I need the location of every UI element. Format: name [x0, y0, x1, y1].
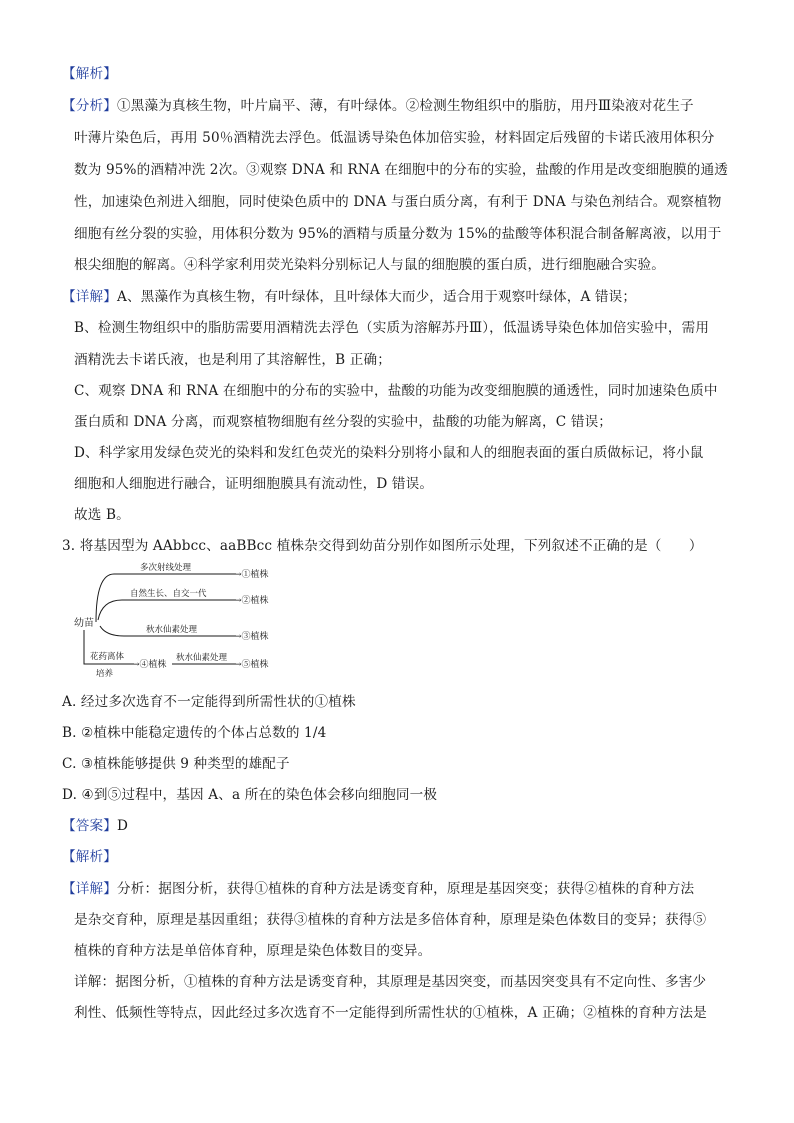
- fenxi-line-3: 数为 95%的酒精冲洗 2次。③观察 DNA 和 RNA 在细胞中的分布的实验，盐酸的作用是改变细胞膜的通透: [74, 162, 729, 178]
- answer-value: D: [116, 818, 129, 834]
- branch-4-mid: →④植株: [132, 660, 167, 670]
- branch-5-label: 秋水仙素处理: [176, 653, 228, 663]
- xiangjie-text: A、黑藻作为真核生物，有叶绿体，且叶绿体大而少，适合用于观察叶绿体，A 错误；: [116, 289, 637, 305]
- branch-4-label-bottom: 培养: [96, 669, 114, 679]
- branch-3-label: 秋水仙素处理: [146, 625, 198, 635]
- q3-detail-line-1: 详解：据图分析，①植株的育种方法是诱变育种，其原理是基因突变，而基因突变具有不定向性、多害少: [74, 974, 707, 990]
- xiangjie-line-2: B、检测生物组织中的脂肪需要用酒精洗去浮色（实质为溶解苏丹Ⅲ），低温诱导染色体加倍实验中，需用: [74, 320, 710, 336]
- fenxi-tag: 【分析】: [62, 98, 117, 114]
- xiangjie-line-7: 细胞和人细胞进行融合，证明细胞膜具有流动性，D 错误。: [74, 476, 434, 492]
- branch-2-label: 自然生长、自交一代: [130, 589, 207, 599]
- seedling-label: 幼苗: [74, 618, 94, 629]
- branch-3-result: →③植株: [234, 632, 269, 642]
- question-3-stem: 3. 将基因型为 AAbbcc、aaBBcc 植株杂交得到幼苗分别作如图所示处理，下列叙述不正确的是（ ）: [62, 538, 703, 554]
- xiangjie-line-4: C、观察 DNA 和 RNA 在细胞中的分布的实验中，盐酸的功能为改变细胞膜的通透性，同时加速染色质中: [74, 383, 718, 399]
- branch-4-label-top: 花药离体: [90, 652, 125, 662]
- q3-detail-line-2: 利性、低频性等特点，因此经过多次选育不一定能得到所需性状的①植株，A 正确；②植株的育种方法是: [74, 1005, 707, 1021]
- branch-2-arrow: [98, 600, 236, 620]
- option-c: C. ③植株能够提供 9 种类型的雄配子: [62, 756, 290, 772]
- xiangjie-line-6: D、科学家用发绿色荧光的染料和发红色荧光的染料分别将小鼠和人的细胞表面的蛋白质做标记，将小鼠: [74, 445, 704, 461]
- option-b: B. ②植株中能稳定遗传的个体占总数的 1/4: [62, 725, 327, 741]
- q3-xiangjie-text: 分析：据图分析，获得①植株的育种方法是诱变育种，原理是基因突变；获得②植株的育种方法: [116, 881, 695, 897]
- answer-line: [62, 816, 712, 836]
- q3-xiangjie-line-3: 植株的育种方法是单倍体育种，原理是染色体数目的变异。: [74, 943, 432, 959]
- q3-xiangjie-tag: 【详解】: [62, 881, 117, 897]
- answer-tag: 【答案】: [62, 818, 117, 834]
- fenxi-line-4: 性，加速染色剂进入细胞，同时使染色质中的 DNA 与蛋白质分离，有利于 DNA 与染色剂结合。观察植物: [74, 194, 722, 210]
- fenxi-line-5: 细胞有丝分裂的实验，用体积分数为 95%的酒精与质量分数为 15%的盐酸等体积混合制备解离液，以用于: [74, 226, 722, 242]
- fenxi-line-1: [62, 96, 712, 116]
- branch-2-result: →②植株: [234, 596, 269, 606]
- branch-5-result: →⑤植株: [234, 660, 269, 670]
- fenxi-line-6: 根尖细胞的解离。④科学家利用荧光染料分别标记人与鼠的细胞膜的蛋白质，进行细胞融合实验。: [74, 257, 665, 273]
- q3-analysis-heading: 【解析】: [62, 849, 117, 865]
- q3-xiangjie-line-2: 是杂交育种，原理是基因重组；获得③植株的育种方法是多倍体育种，原理是染色体数目的变异；获得⑤: [74, 912, 707, 928]
- xiangjie-line-5: 蛋白质和 DNA 分离，而观察植物细胞有丝分裂的实验中，盐酸的功能为解离，C 错误；: [74, 414, 613, 430]
- analysis-heading: 【解析】: [62, 66, 117, 82]
- branch-1-result: →①植株: [234, 570, 269, 580]
- conclusion-line: 故选 B。: [74, 507, 130, 523]
- breeding-flow-diagram: [74, 560, 284, 680]
- option-d: D. ④到⑤过程中，基因 A、a 所在的染色体会移向细胞同一极: [62, 787, 438, 803]
- branch-1-label: 多次射线处理: [140, 563, 192, 573]
- fenxi-line-2: 叶薄片染色后，再用 50％酒精洗去浮色。低温诱导染色体加倍实验，材料固定后残留的卡诺氏液用体积分: [74, 130, 715, 146]
- xiangjie-tag: 【详解】: [62, 289, 117, 305]
- q3-xiangjie-line-1: [62, 879, 712, 899]
- fenxi-text: ①黑藻为真核生物，叶片扁平、薄，有叶绿体。②检测生物组织中的脂肪，用丹Ⅲ染液对花生子: [116, 98, 694, 114]
- xiangjie-line-1: [62, 287, 712, 307]
- xiangjie-line-3: 酒精洗去卡诺氏液，也是利用了其溶解性，B 正确；: [74, 352, 391, 368]
- option-a: A. 经过多次选育不一定能得到所需性状的①植株: [62, 694, 356, 710]
